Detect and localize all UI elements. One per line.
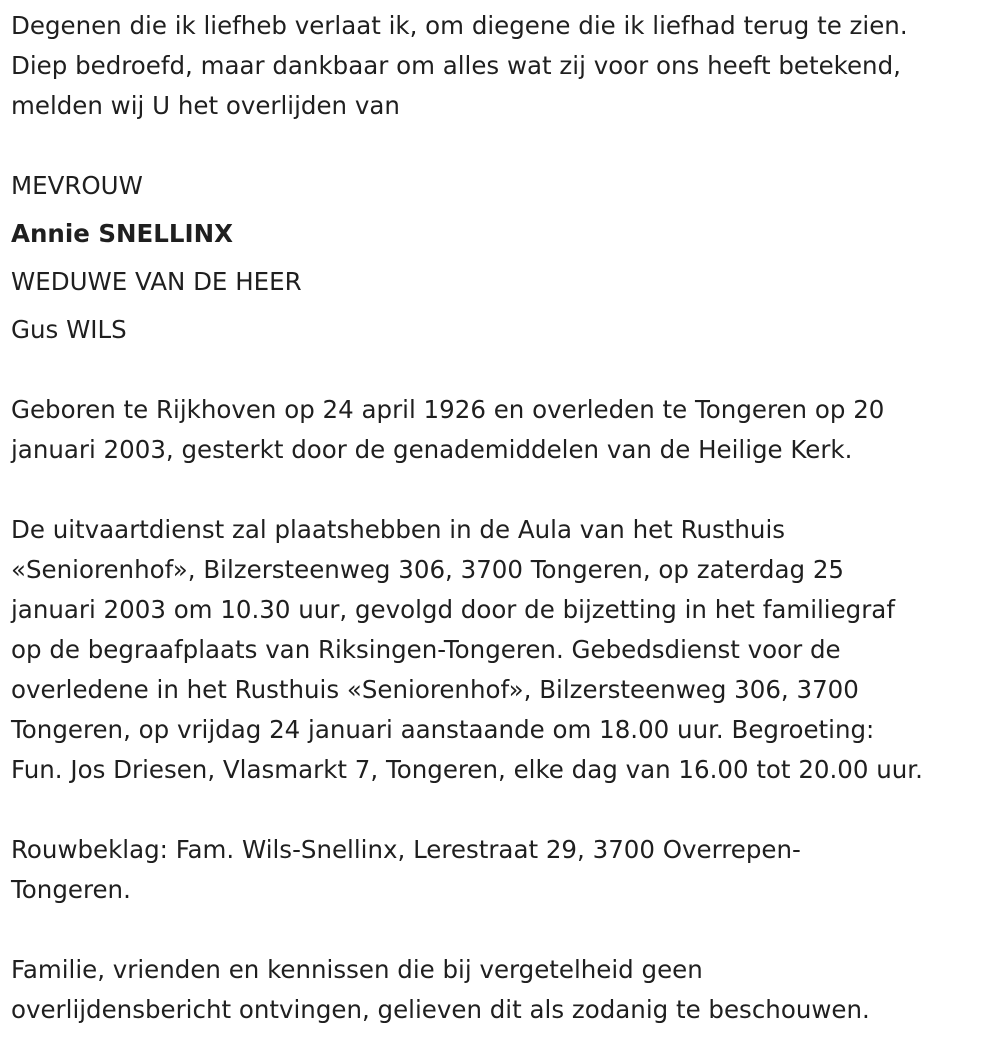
spacer bbox=[11, 910, 996, 950]
spacer bbox=[11, 126, 996, 166]
condolences-paragraph: Rouwbeklag: Fam. Wils-Snellinx, Lerestraat 29, 3700 Overrepen- Tongeren. bbox=[11, 835, 801, 904]
closing-paragraph: Familie, vrienden en kennissen die bij vergetelheid geen overlijdensbericht ontvingen, gelieven dit als zodanig te beschouwen. bbox=[11, 955, 870, 1024]
spouse-name: Gus WILS bbox=[11, 315, 127, 344]
spacer bbox=[11, 790, 996, 830]
spacer bbox=[11, 350, 996, 390]
deceased-block bbox=[11, 162, 996, 354]
deceased-name: Annie SNELLINX bbox=[11, 219, 234, 248]
birth-death-paragraph: Geboren te Rijkhoven op 24 april 1926 en overleden te Tongeren op 20 januari 2003, gesterkt door de genademiddelen van de Heilige Kerk. bbox=[11, 395, 885, 464]
deceased-title: MEVROUW bbox=[11, 171, 143, 200]
intro-paragraph: Degenen die ik liefheb verlaat ik, om diegene die ik liefhad terug te zien. Diep bedroefd, maar dankbaar om alles wat zij voor ons heeft betekend, melden wij U het overlijden van bbox=[11, 11, 908, 120]
obituary-document bbox=[11, 6, 996, 1030]
deceased-relation: WEDUWE VAN DE HEER bbox=[11, 267, 302, 296]
spacer bbox=[11, 470, 996, 510]
service-paragraph: De uitvaartdienst zal plaatshebben in de Aula van het Rusthuis «Seniorenhof», Bilzersteenweg 306, 3700 Tongeren, op zaterdag 25 januari 2003 om 10.30 uur, gevolgd door de bijzetting in het familiegraf op de begraafplaats van Riksingen-Tongeren. Gebedsdienst voor de overledene in het Rusthuis «Seniorenhof», Bilzersteenweg 306, 3700 Tongeren, op vrijdag 24 januari aanstaande om 18.00 uur. Begroeting: Fun. Jos Driesen, Vlasmarkt 7, Tongeren, elke dag van 16.00 tot 20.00 uur. bbox=[11, 515, 923, 784]
